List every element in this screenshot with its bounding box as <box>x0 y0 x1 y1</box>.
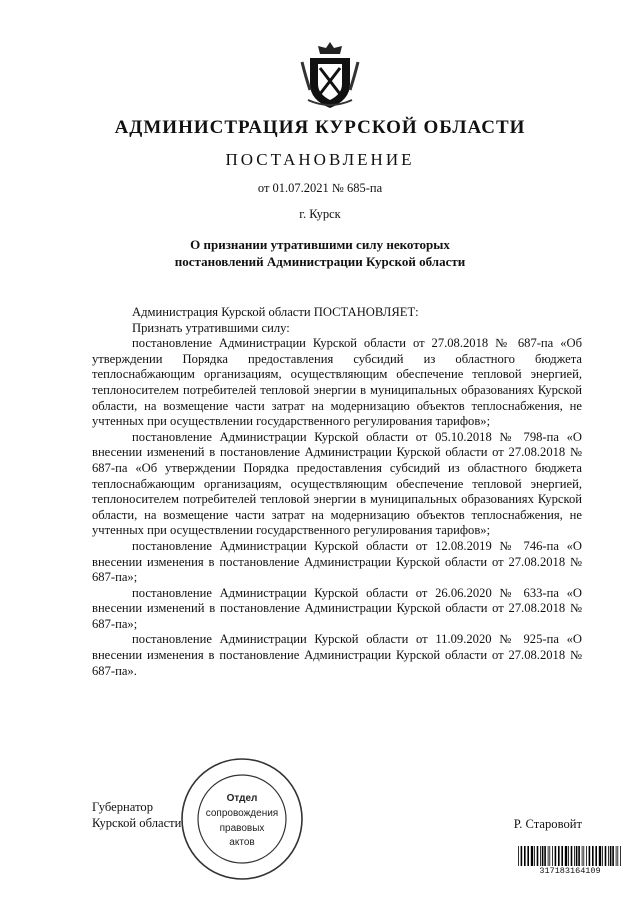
repealed-item: постановление Администрации Курской области от 26.06.2020 № 633-па «О внесении изменений в постановление Администрации Курской области от 27.08.2018 № 687-па»; <box>92 585 582 631</box>
barcode-bar <box>576 846 578 868</box>
barcode-bar <box>578 846 580 868</box>
barcode-bar <box>552 846 553 868</box>
official-stamp <box>178 755 306 883</box>
barcode-bar <box>524 846 526 868</box>
barcode-bar <box>544 846 546 868</box>
barcode-bar <box>568 846 569 868</box>
barcode-bar <box>620 846 621 868</box>
document-title <box>0 236 640 270</box>
document-title-line: постановлений Администрации Курской области <box>174 254 466 269</box>
organization-title: АДМИНИСТРАЦИЯ КУРСКОЙ ОБЛАСТИ <box>114 117 526 138</box>
barcode-bar <box>595 846 597 868</box>
barcode-bar <box>592 846 594 868</box>
repealed-item: постановление Администрации Курской области от 11.09.2020 № 925-па «О внесении изменения в постановление Администрации Курской области от 27.08.2018 № 687-па». <box>92 632 582 678</box>
barcode-bar <box>555 846 557 868</box>
barcode-bar <box>558 846 560 868</box>
stamp-line: правовых <box>219 823 265 834</box>
barcode-bar <box>534 846 535 868</box>
barcode-bar <box>542 846 544 868</box>
stamp-line: сопровождения <box>205 808 279 819</box>
barcode-bar <box>612 846 614 868</box>
repealed-item: постановление Администрации Курской области от 05.10.2018 № 798-па «О внесении изменений в постановление Администрации Курской области от 27.08.2018 № 687-па «Об утверждении Порядка предоставления субсидий из областного бюджета теплоснабжающим организациям, осуществляющим обеспечение тепловой энергией, теплоносителем потребителей тепловой энергии в муниципальных образованиях Курской области, на возмещение части затрат на модернизацию объектов теплоснабжения, не учтенных при осуществлении государственного регулирования тарифов»; <box>92 429 582 538</box>
document-city: г. Курск <box>299 207 341 221</box>
barcode-bar <box>574 846 575 868</box>
barcode-bar <box>599 846 601 868</box>
intro-paragraph: Администрация Курской области ПОСТАНОВЛЯЕТ: <box>132 305 419 319</box>
barcode-bar <box>610 846 612 868</box>
barcode-bar <box>527 846 529 868</box>
document-date-number: от 01.07.2021 № 685-па <box>257 181 383 195</box>
signatory-position-line: Курской области <box>92 815 182 830</box>
barcode-bar <box>537 846 539 868</box>
document-type: ПОСТАНОВЛЕНИЕ <box>225 150 415 169</box>
barcode-bar <box>571 846 573 868</box>
repealed-item: постановление Администрации Курской области от 27.08.2018 № 687-па «Об утверждении Порядка предоставления субсидий из областного бюджета теплоснабжающим организациям, осуществляющим обеспечение тепловой энергией, теплоносителем потребителей тепловой энергии в муниципальных образованиях Курской области, на возмещение части затрат на модернизацию объектов теплоснабжения, не учтенных при осуществлении государственного регулирования тарифов»; <box>92 336 582 429</box>
barcode-bar <box>586 846 587 868</box>
document-body <box>92 305 582 679</box>
barcode-bar <box>608 846 609 868</box>
repealed-item: постановление Администрации Курской области от 12.08.2019 № 746-па «О внесении изменения в постановление Администрации Курской области от 27.08.2018 № 687-па»; <box>92 538 582 585</box>
signatory-name: Р. Старовойт <box>513 817 582 831</box>
barcode-bar <box>617 846 618 868</box>
barcode-bar <box>616 846 617 868</box>
barcode-bar <box>602 846 603 868</box>
barcode-bar <box>605 846 607 868</box>
stamp-line: Отдел <box>226 793 258 804</box>
barcode-bar <box>561 846 563 868</box>
barcode-bar <box>531 846 533 868</box>
barcode-bar <box>589 846 591 868</box>
barcode-bar <box>540 846 541 868</box>
stamp-line: актов <box>229 837 255 848</box>
signatory-position-line: Губернатор <box>92 800 153 814</box>
coat-of-arms-icon <box>298 38 362 112</box>
barcode-bar <box>548 846 549 868</box>
document-title-line: О признании утратившими силу некоторых <box>190 237 450 252</box>
barcode-bar <box>583 846 584 868</box>
barcode-bar <box>549 846 550 868</box>
barcode-bar <box>582 846 583 868</box>
barcode-bar <box>565 846 567 868</box>
lead-paragraph: Признать утратившими силу: <box>132 320 290 335</box>
barcode-bar <box>521 846 523 868</box>
signatory-position <box>92 800 181 831</box>
barcode-bar <box>518 846 519 868</box>
barcode-number: 317183164109 <box>516 866 624 876</box>
